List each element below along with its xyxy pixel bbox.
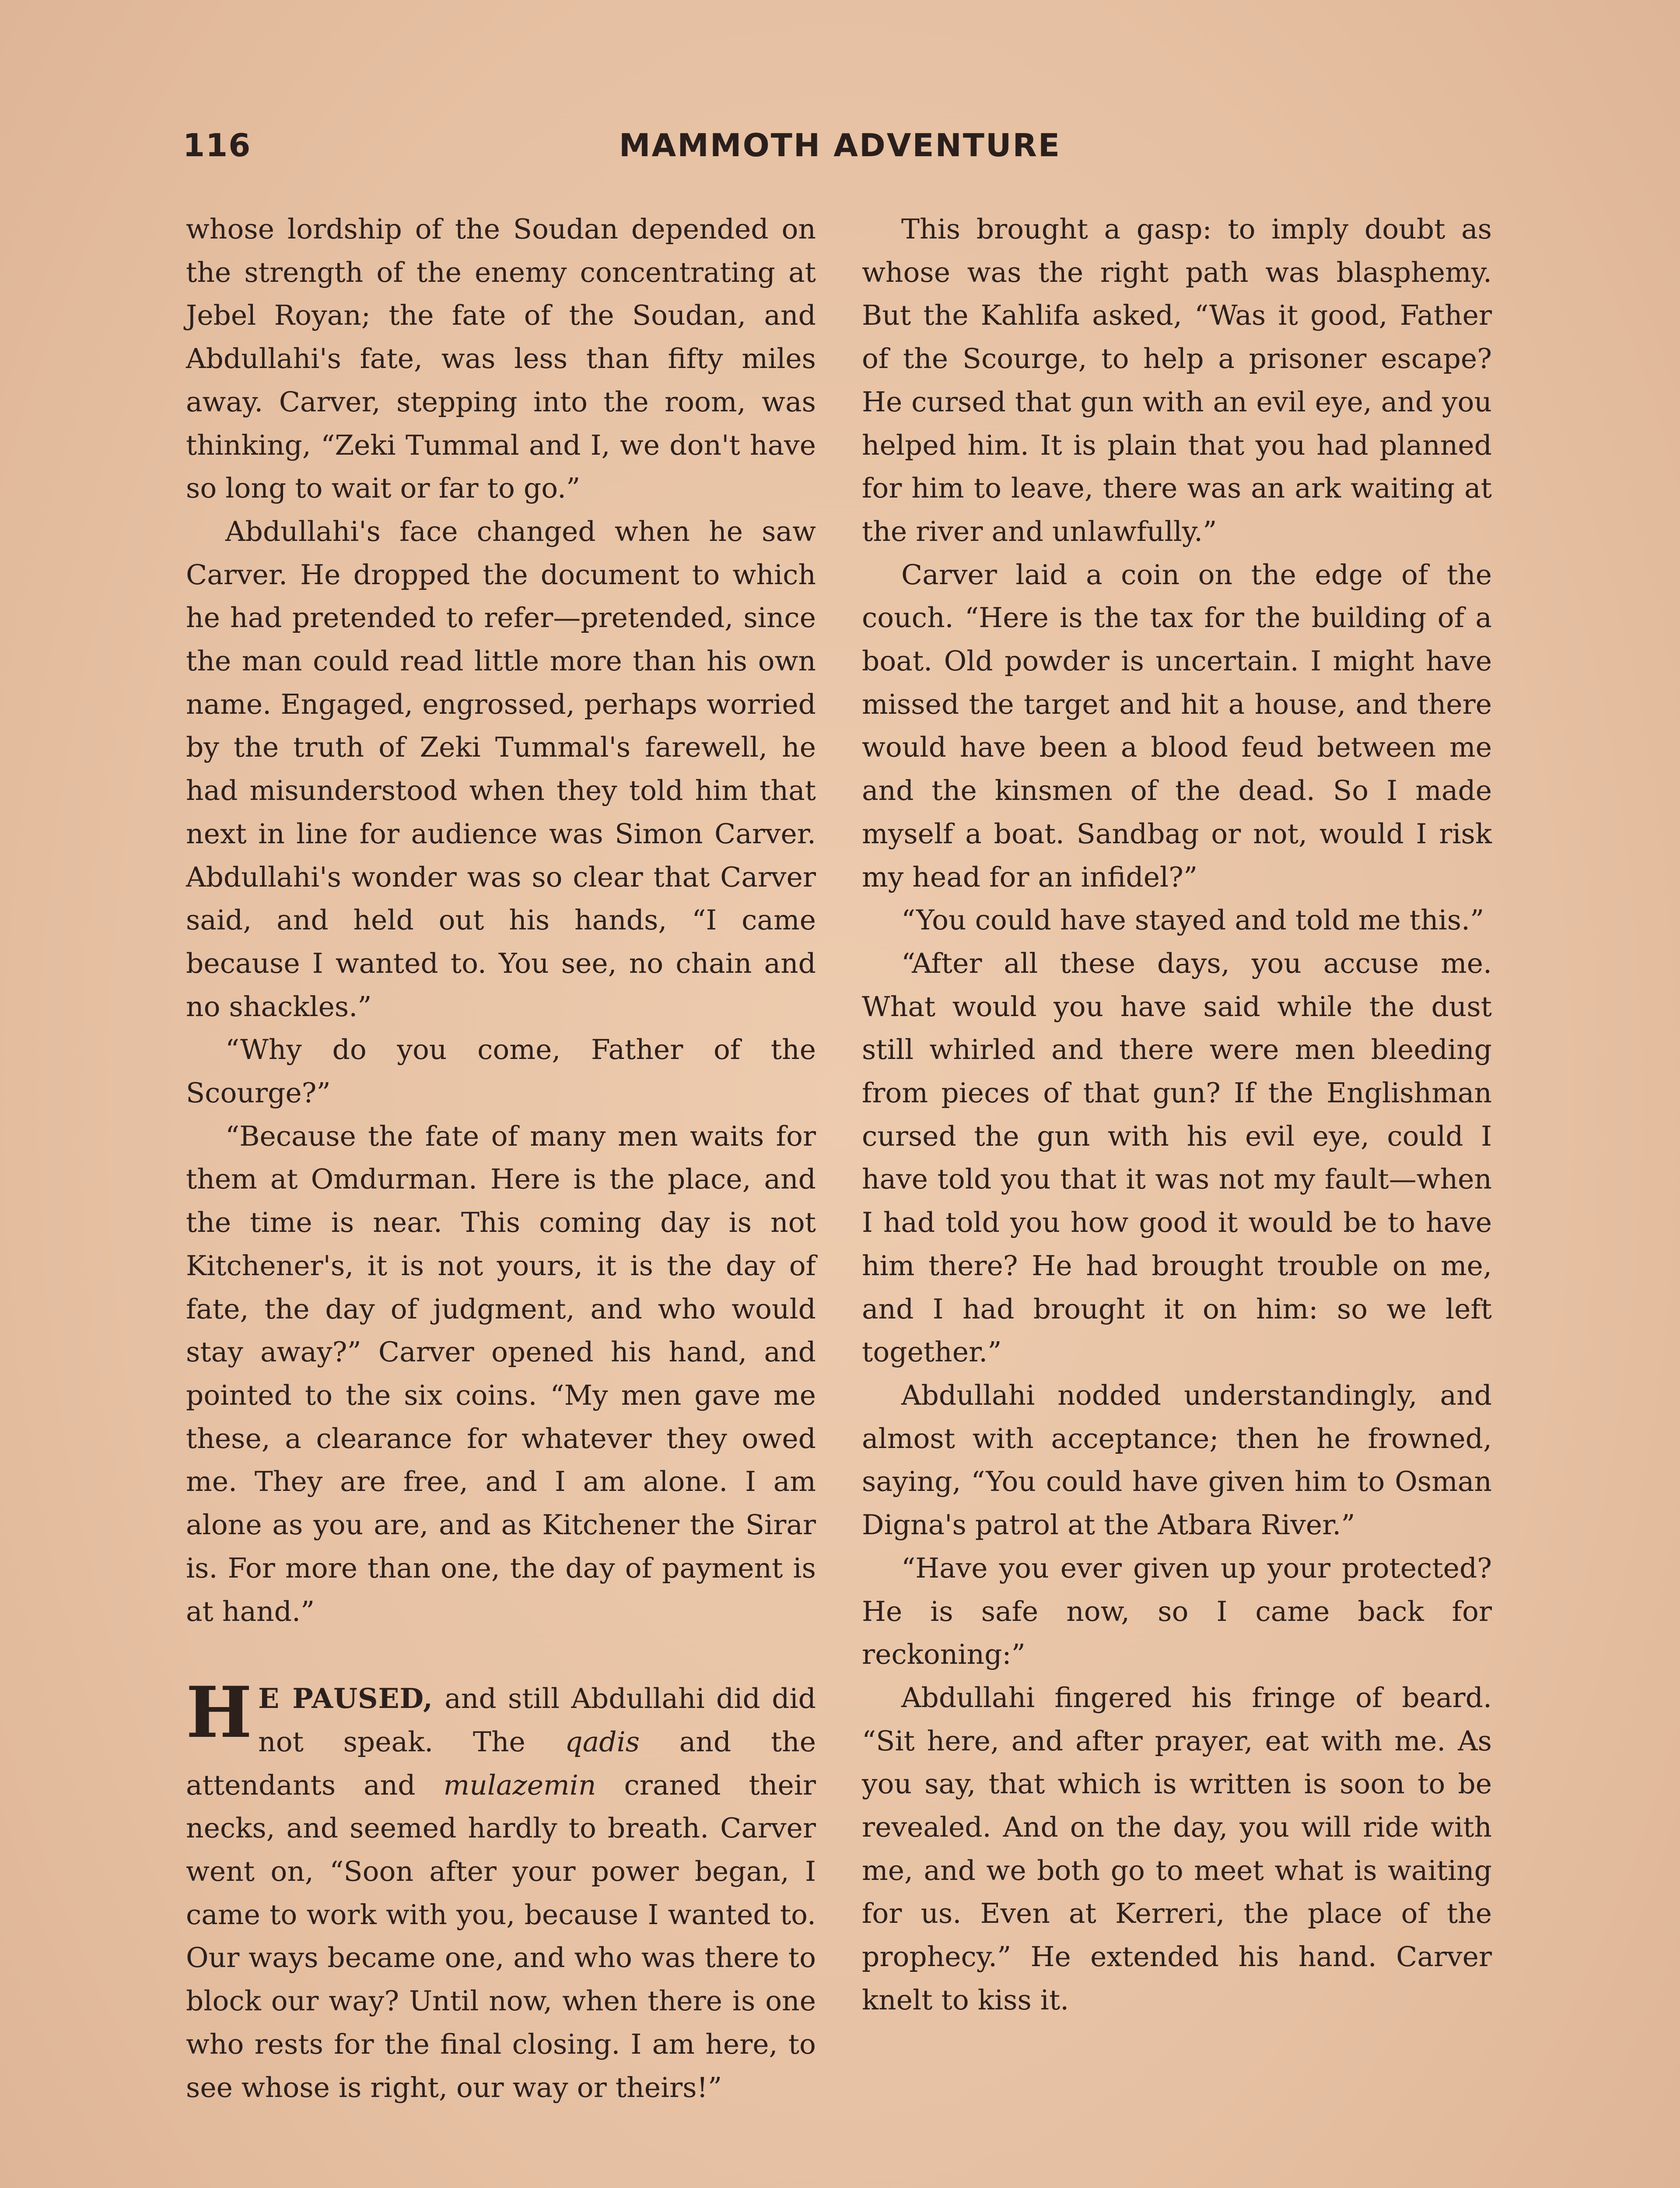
text-run: and the attendants and <box>186 1725 816 1801</box>
paragraph: “Why do you come, Father of the Scourge?” <box>186 1034 816 1109</box>
paragraph: “You could have stayed and told me this.” <box>901 904 1484 936</box>
section-paragraph <box>186 1671 816 2109</box>
paragraph: whose lordship of the Soudan depended on the strength of the enemy concentrating at Jebel Royan; the fate of the Soudan, and Abdullahi's fate, was less than fifty miles away. Carver, stepping into the room, was thinking, “Zeki Tummal and I, we don't have so long to wait or far to go.” <box>186 213 816 505</box>
section-lead: E PAUSED, <box>258 1682 433 1715</box>
italic-term: mulazemin <box>443 1769 596 1801</box>
paragraph: “Because the fate of many men waits for them at Omdurman. Here is the place, and the time is near. This coming day is not Kitchener's, it is not yours, it is the day of fate, the day of judgment, and who would stay away?” Carver opened his hand, and pointed to the six coins. “My men gave me these, a clearance for whatever they owed me. They are free, and I am alone. I am alone as you are, and as Kitchener the Sirar is. For more than one, the day of payment is at hand.” <box>186 1120 816 1627</box>
paragraph: “After all these days, you accuse me. What would you have said while the dust still whirled and there were men bleeding from pieces of that gun? If the Englishman cursed the gun with his evil eye, could I have told you that it was not my fault—when I had told you how good it would be to have him there? He had brought trouble on me, and I had brought it on him: so we left together.” <box>862 947 1492 1368</box>
left-column <box>186 208 816 2109</box>
paragraph: Abdullahi's face changed when he saw Carver. He dropped the document to which he had pretended to refer—pretended, since the man could read little more than his own name. Engaged, engrossed, perhaps worried by the truth of Zeki Tummal's farewell, he had misunderstood when they told him that next in line for audience was Simon Carver. Abdullahi's wonder was so clear that Carver said, and held out his hands, “I came because I wanted to. You see, no chain and no shackles.” <box>186 515 816 1023</box>
drop-cap: H <box>186 1671 252 1754</box>
text-run: and still Abdullahi did did not speak. The <box>258 1683 816 1758</box>
italic-term: qadis <box>565 1725 640 1758</box>
paragraph: “Have you ever given up your protected? He is safe now, so I came back for reckoning:” <box>862 1552 1492 1671</box>
running-title: MAMMOTH ADVENTURE <box>619 127 1061 164</box>
right-column <box>862 208 1492 2022</box>
paragraph: This brought a gasp: to imply doubt as whose was the right path was blasphemy. But the Kahlifa asked, “Was it good, Father of the Scourge, to help a prisoner escape? He cursed that gun with an evil eye, and you helped him. It is plain that you had planned for him to leave, there was an ark waiting at the river and unlawfully.” <box>862 213 1492 547</box>
text-run: craned their necks, and seemed hardly to breath. Carver went on, “Soon after your power began, I came to work with you, because I wanted to. Our ways became one, and who was there to block our way? Until now, when there is one who rests for the final closing. I am here, to see whose is right, our way or theirs!” <box>186 1769 816 2104</box>
paragraph: Carver laid a coin on the edge of the couch. “Here is the tax for the building of a boat. Old powder is uncertain. I might have missed the target and hit a house, and there would have been a blood feud between me and the kinsmen of the dead. So I made myself a boat. Sandbag or not, would I risk my head for an infidel?” <box>862 558 1492 893</box>
page-number: 116 <box>183 127 252 164</box>
paragraph: Abdullahi fingered his fringe of beard. “Sit here, and after prayer, eat with me. As you say, that which is written is soon to be revealed. And on the day, you will ride with me, and we both go to meet what is waiting for us. Even at Kerreri, the place of the prophecy.” He extended his hand. Carver knelt to kiss it. <box>862 1681 1492 2016</box>
paragraph: Abdullahi nodded understandingly, and almost with acceptance; then he frowned, saying, “You could have given him to Osman Digna's patrol at the Atbara River.” <box>862 1379 1492 1541</box>
